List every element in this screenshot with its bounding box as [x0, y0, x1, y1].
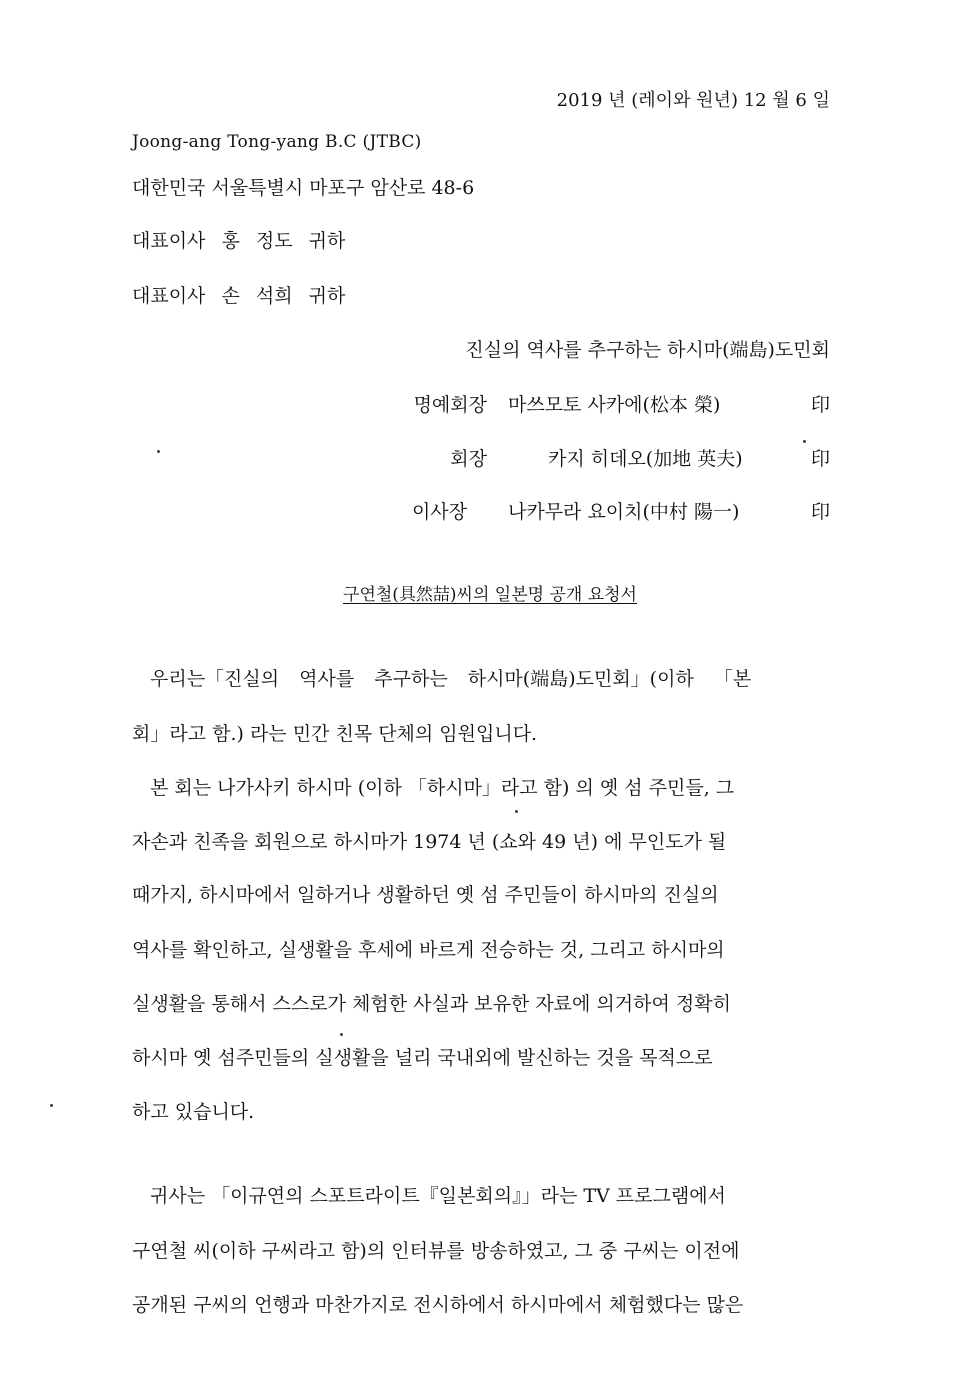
- body-line: 회」라고 함.) 라는 민간 친목 단체의 임원입니다.: [132, 723, 538, 745]
- signatory-name: 마쓰모토 사카에(松本 榮): [508, 394, 721, 416]
- scan-speck: [515, 810, 518, 813]
- body-line: 본 회는 나가사키 하시마 (이하 「하시마」라고 함) 의 옛 섬 주민들, 그: [150, 777, 735, 799]
- recipient-address: 대한민국 서울특별시 마포구 암산로 48-6: [132, 177, 475, 199]
- scan-speck: [803, 440, 806, 443]
- signatory-role: 이사장: [411, 501, 467, 523]
- body-line: 역사를 확인하고, 실생활을 후세에 바르게 전승하는 것, 그리고 하시마의: [132, 939, 725, 961]
- body-line: 귀사는 「이규연의 스포트라이트『일본회의』」라는 TV 프로그램에서: [150, 1185, 726, 1207]
- recipient-representative-2: 대표이사 손 석희 귀하: [132, 285, 346, 307]
- seal-mark: 印: [810, 394, 830, 416]
- signatory-role: 회장: [450, 448, 487, 470]
- seal-mark: 印: [810, 501, 830, 523]
- signatory-role: 명예회장: [413, 394, 487, 416]
- body-line: 실생활을 통해서 스스로가 체험한 사실과 보유한 자료에 의거하여 정확히: [132, 993, 731, 1015]
- recipient-company: Joong-ang Tong-yang B.C (JTBC): [132, 132, 422, 152]
- signatory-name: 나카무라 요이치(中村 陽一): [508, 501, 740, 523]
- body-line: 우리는「진실의 역사를 추구하는 하시마(端島)도민회」(이하 「본: [150, 668, 752, 690]
- body-line: 공개된 구씨의 언행과 마찬가지로 전시하에서 하시마에서 체험했다는 많은: [132, 1294, 744, 1316]
- scan-speck: [157, 450, 160, 453]
- scan-speck: [50, 1104, 53, 1107]
- body-line: 구연철 씨(이하 구씨라고 함)의 인터뷰를 방송하였고, 그 중 구씨는 이전에: [132, 1240, 740, 1262]
- body-line: 때가지, 하시마에서 일하거나 생활하던 옛 섬 주민들이 하시마의 진실의: [132, 884, 719, 906]
- body-line: 자손과 친족을 회원으로 하시마가 1974 년 (쇼와 49 년) 에 무인도가 될: [132, 831, 727, 853]
- seal-mark: 印: [810, 448, 830, 470]
- document-title: 구연철(具然喆)씨의 일본명 공개 요청서: [343, 585, 637, 605]
- recipient-representative-1: 대표이사 홍 정도 귀하: [132, 230, 346, 252]
- letter-date: 2019 년 (레이와 원년) 12 월 6 일: [556, 90, 830, 111]
- scan-speck: [340, 1033, 343, 1036]
- sender-organization: 진실의 역사를 추구하는 하시마(端島)도민회: [465, 339, 830, 361]
- body-line: 하고 있습니다.: [132, 1101, 255, 1123]
- signatory-name: 카지 히데오(加地 英夫): [548, 448, 743, 470]
- body-line: 하시마 옛 섬주민들의 실생활을 널리 국내외에 발신하는 것을 목적으로: [132, 1047, 713, 1069]
